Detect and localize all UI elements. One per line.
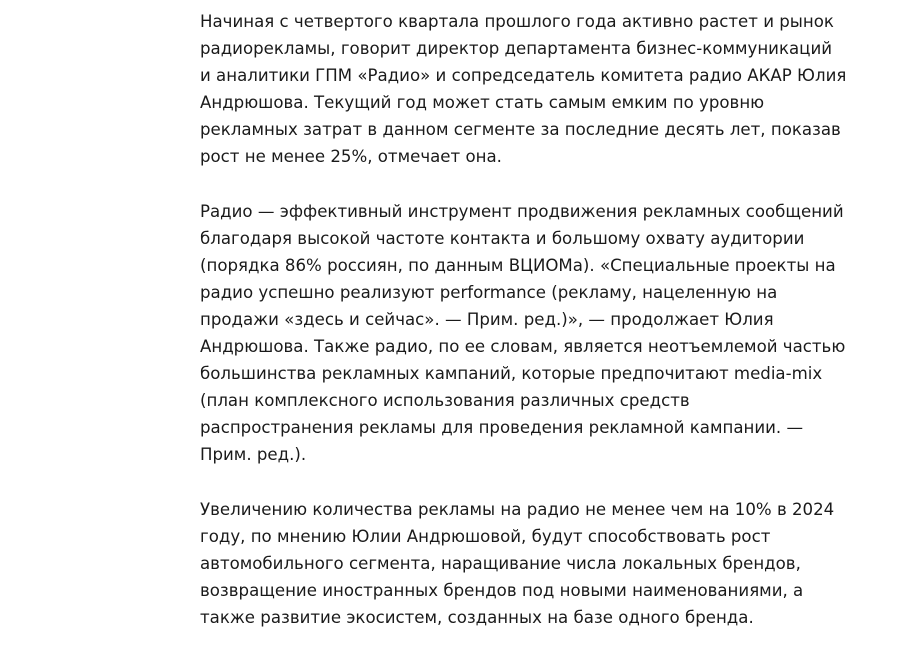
paragraph-line: Радио — эффективный инструмент продвижения рекламных сообщений [200, 201, 844, 221]
paragraph-line: благодаря высокой частоте контакта и большому охвату аудитории [200, 228, 805, 248]
paragraph-line: возвращение иностранных брендов под новыми наименованиями, а [200, 580, 804, 600]
paragraph-line: радиорекламы, говорит директор департамента бизнес-коммуникаций [200, 39, 833, 59]
paragraph-line: Андрюшова. Также радио, по ее словам, является неотъемлемой частью [200, 337, 846, 357]
paragraph-line: также развитие экосистем, созданных на базе одного бренда. [200, 607, 754, 627]
paragraph-line: и аналитики ГПМ «Радио» и сопредседатель комитета радио АКАР Юлия [200, 66, 847, 86]
paragraph-line: Увеличению количества рекламы на радио не менее чем на 10% в 2024 [200, 499, 835, 519]
paragraph-line: году, по мнению Юлии Андрюшовой, будут способствовать рост [200, 526, 771, 546]
article-paragraph-3 [200, 496, 880, 631]
article-body [200, 8, 880, 631]
paragraph-line: продажи «здесь и сейчас». — Прим. ред.)», — продолжает Юлия [200, 309, 774, 329]
paragraph-line: Начиная с четвертого квартала прошлого года активно растет и рынок [200, 12, 834, 31]
paragraph-line: распространения рекламы для проведения рекламной кампании. — [200, 418, 804, 438]
paragraph-line: Андрюшова. Текущий год может стать самым емким по уровню [200, 93, 765, 113]
article-paragraph-1 [200, 8, 880, 171]
article-paragraph-2 [200, 198, 880, 469]
paragraph-line: (план комплексного использования различных средств [200, 391, 690, 411]
paragraph-line: радио успешно реализуют performance (рекламу, нацеленную на [200, 282, 778, 302]
paragraph-line: (порядка 86% россиян, по данным ВЦИОМа). «Специальные проекты на [200, 255, 836, 275]
paragraph-line: автомобильного сегмента, наращивание числа локальных брендов, [200, 553, 801, 573]
paragraph-line: рост не менее 25%, отмечает она. [200, 147, 502, 167]
paragraph-line: рекламных затрат в данном сегменте за последние десять лет, показав [200, 120, 841, 140]
paragraph-line: большинства рекламных кампаний, которые предпочитают media-mix [200, 364, 823, 384]
paragraph-line: Прим. ред.). [200, 445, 307, 465]
